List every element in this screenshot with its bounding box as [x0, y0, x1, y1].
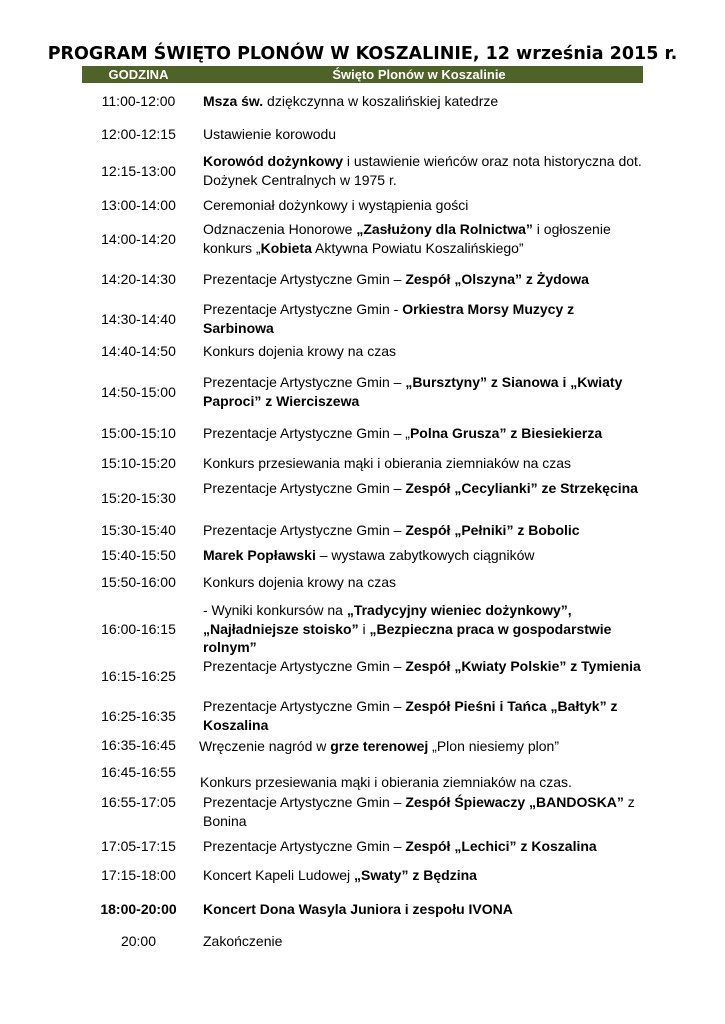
row-time: 16:55-17:05 — [101, 794, 176, 810]
table-header — [82, 66, 643, 83]
description-part: Konkurs przesiewania mąki i obierania ziemniaków na czas — [203, 455, 572, 471]
description-part: Kobieta — [260, 239, 312, 256]
row-description — [203, 424, 643, 443]
description-part: Wręczenie nagród w — [199, 738, 331, 754]
description-part: - Wyniki konkursów na — [203, 602, 347, 618]
row-time: 14:30-14:40 — [101, 311, 176, 327]
description-part: i ustawienie wieńców oraz nota historyczna dot. Dożynek Centralnych w 1975 r. — [203, 153, 642, 188]
row-description — [203, 300, 643, 337]
row-time: 12:15-13:00 — [101, 163, 176, 179]
description-part: Odznaczenia Honorowe — [203, 221, 357, 237]
description-part: Orkiestra Morsy Muzycy z Sarbinowa — [203, 301, 575, 336]
row-description — [203, 546, 643, 565]
description-part: Konkurs przesiewania mąki i obierania ziemniaków na czas. — [200, 774, 572, 790]
description-part: Msza św. — [203, 93, 264, 109]
description-part: Prezentacje Artystyczne Gmin – — [203, 698, 406, 714]
header-time: GODZINA — [108, 67, 169, 82]
description-part: „Swaty” z Będzina — [354, 867, 477, 883]
description-part: Konkurs dojenia krowy na czas — [203, 343, 396, 359]
row-description — [203, 837, 643, 856]
description-part: Polna Grusza” z Biesiekierza — [409, 425, 603, 441]
row-time: 12:00-12:15 — [101, 126, 176, 142]
row-time: 14:20-14:30 — [101, 271, 176, 287]
description-part: Zespół Śpiewaczy „BANDOSKA” — [405, 794, 624, 810]
row-description — [203, 932, 643, 951]
row-time: 15:50-16:00 — [101, 574, 176, 590]
row-time: 14:50-15:00 — [101, 384, 176, 400]
row-description — [203, 697, 643, 734]
row-description — [200, 773, 640, 792]
row-time: 11:00-12:00 — [101, 93, 176, 109]
description-part: Zespół „Cecylianki” ze Strzekęcina — [405, 480, 638, 496]
row-time: 14:40-14:50 — [101, 343, 176, 359]
description-part: „Plon niesiemy plon” — [428, 738, 560, 754]
row-time: 15:00-15:10 — [101, 425, 176, 441]
row-time: 18:00-20:00 — [100, 901, 177, 917]
header-event: Święto Plonów w Koszalinie — [332, 67, 506, 82]
row-time: 16:00-16:15 — [101, 621, 176, 637]
description-part: Zespół Pieśni i Tańca „Bałtyk” z Koszalina — [203, 698, 618, 733]
description-part: Konkurs dojenia krowy na czas — [203, 574, 396, 590]
row-description — [203, 601, 643, 657]
row-time: 15:40-15:50 — [101, 547, 176, 563]
description-part: i ogłoszenie konkurs „ — [203, 221, 611, 256]
description-part: i — [358, 620, 370, 637]
row-time: 14:00-14:20 — [101, 231, 176, 247]
description-part: Marek Popławski — [203, 547, 316, 563]
row-description — [203, 342, 643, 361]
row-description — [203, 125, 643, 144]
description-part: Prezentacje Artystyczne Gmin – „ — [203, 425, 410, 441]
description-part: Prezentacje Artystyczne Gmin – — [203, 522, 406, 538]
description-part: Zespół „Olszyna” z Żydowa — [405, 271, 589, 287]
row-time: 15:20-15:30 — [101, 490, 176, 506]
description-part: Koncert Kapeli Ludowej — [203, 867, 354, 883]
row-description — [203, 657, 643, 676]
description-part: z Bonina — [203, 794, 635, 829]
description-part: Zespół „Lechici” z Koszalina — [405, 838, 597, 854]
row-time: 13:00-14:00 — [101, 197, 176, 213]
description-part: Prezentacje Artystyczne Gmin – — [203, 271, 406, 287]
row-description — [203, 152, 643, 189]
row-description — [199, 737, 639, 756]
description-part: Korowód dożynkowy — [203, 153, 343, 169]
row-time: 17:15-18:00 — [101, 867, 176, 883]
description-part: Prezentacje Artystyczne Gmin – — [203, 374, 406, 390]
row-time: 20:00 — [120, 933, 157, 949]
description-part: Prezentacje Artystyczne Gmin - — [203, 301, 403, 317]
row-description — [203, 573, 643, 592]
description-part: Prezentacje Artystyczne Gmin – — [203, 480, 406, 496]
description-part: „Tradycyjny wieniec dożynkowy”, „Najładniejsze stoisko” — [203, 602, 572, 637]
row-description — [203, 793, 643, 830]
description-part: Koncert Dona Wasyla Juniora i zespołu IVONA — [203, 901, 513, 917]
row-description — [203, 866, 643, 885]
description-part: Prezentacje Artystyczne Gmin – — [203, 794, 406, 810]
row-time: 16:45-16:55 — [101, 764, 176, 780]
description-part: „Zasłużony dla Rolnictwa” — [356, 221, 533, 237]
description-part: Zakończenie — [203, 933, 283, 949]
description-part: – wystawa zabytkowych ciągników — [315, 547, 535, 563]
description-part: dziękczynna w koszalińskiej katedrze — [263, 93, 499, 109]
row-time: 16:35-16:45 — [101, 737, 176, 753]
description-part: Zespół „Pełniki” z Bobolic — [405, 522, 580, 538]
description-part: Ceremoniał dożynkowy i wystąpienia gości — [203, 197, 469, 213]
description-part: Prezentacje Artystyczne Gmin – — [203, 658, 406, 674]
description-part: Ustawienie korowodu — [203, 126, 337, 142]
description-part: grze terenowej — [330, 738, 429, 754]
description-part: Zespół „Kwiaty Polskie” z Tymienia — [405, 658, 641, 674]
row-description — [203, 92, 643, 111]
row-description — [203, 454, 643, 473]
row-time: 16:15-16:25 — [101, 668, 176, 684]
description-part: „Bezpieczna praca w gospodarstwie rolnym” — [203, 620, 612, 655]
row-description — [203, 373, 643, 410]
description-part: Aktywna Powiatu Koszalińskiego” — [311, 239, 524, 256]
row-description — [203, 270, 643, 289]
row-description — [203, 521, 643, 540]
description-part: Prezentacje Artystyczne Gmin – — [203, 838, 406, 854]
row-description — [203, 196, 643, 215]
row-description — [203, 900, 643, 919]
row-description — [203, 220, 643, 257]
row-description — [203, 479, 643, 498]
description-part: „Bursztyny” z Sianowa i „Kwiaty Paproci” z Wierciszewa — [203, 374, 623, 409]
row-time: 15:10-15:20 — [101, 455, 176, 471]
row-time: 17:05-17:15 — [101, 838, 176, 854]
row-time: 16:25-16:35 — [101, 708, 176, 724]
page-title: PROGRAM ŚWIĘTO PLONÓW W KOSZALINIE, 12 września 2015 r. — [47, 44, 678, 64]
row-time: 15:30-15:40 — [101, 522, 176, 538]
